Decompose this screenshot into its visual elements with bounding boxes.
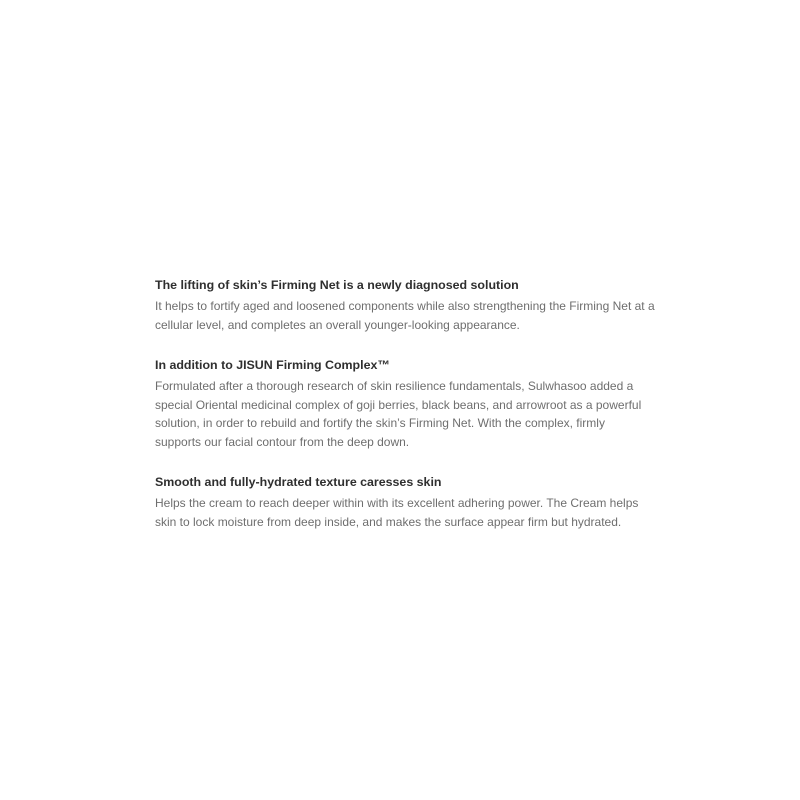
section-body <box>155 377 675 451</box>
body-line: supports our facial contour from the deep down. <box>155 434 410 449</box>
section-jisun-complex <box>155 356 675 451</box>
body-line: cellular level, and completes an overall younger-looking appearance. <box>155 317 520 332</box>
section-title: The lifting of skin’s Firming Net is a newly diagnosed solution <box>155 278 519 292</box>
body-line: Helps the cream to reach deeper within with its excellent adhering power. The Cream helps <box>155 496 639 510</box>
section-body <box>155 494 675 531</box>
body-line: Formulated after a thorough research of skin resilience fundamentals, Sulwhasoo added a <box>155 379 634 393</box>
section-title: In addition to JISUN Firming Complex™ <box>155 358 390 372</box>
body-line: It helps to fortify aged and loosened components while also strengthening the Firming Net at a <box>155 299 655 313</box>
section-firming-net <box>155 276 675 334</box>
body-line: special Oriental medicinal complex of goji berries, black beans, and arrowroot as a powerful <box>155 397 642 412</box>
product-description <box>155 276 675 553</box>
body-line: solution, in order to rebuild and fortify the skin’s Firming Net. With the complex, firmly <box>155 416 605 430</box>
section-body <box>155 297 675 334</box>
section-title: Smooth and fully-hydrated texture caresses skin <box>155 475 442 489</box>
body-line: skin to lock moisture from deep inside, and makes the surface appear firm but hydrated. <box>155 514 622 529</box>
section-texture <box>155 473 675 531</box>
